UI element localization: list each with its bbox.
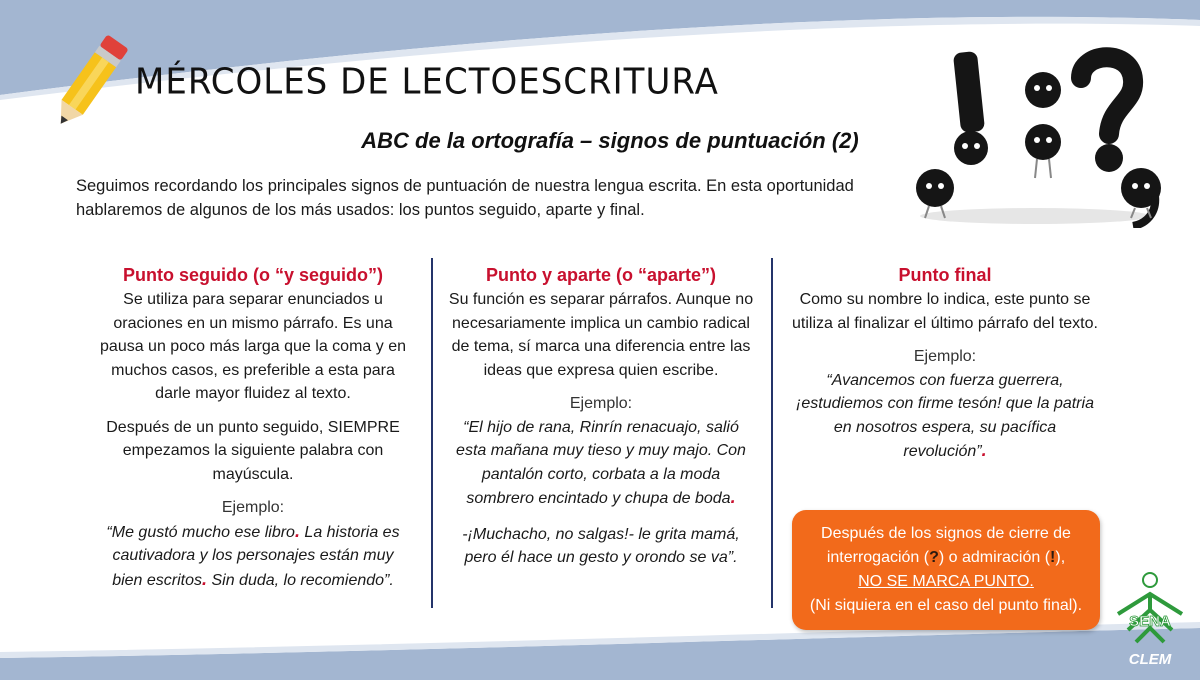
page-subtitle: ABC de la ortografía – signos de puntuación (2) xyxy=(361,128,859,153)
highlighted-period: . xyxy=(294,520,300,541)
column-divider xyxy=(771,258,773,608)
question-mark: ? xyxy=(929,549,939,566)
column-heading: Punto final xyxy=(898,265,992,285)
highlighted-period: . xyxy=(981,440,987,460)
svg-text:CLEM: CLEM xyxy=(1128,651,1172,668)
note-emphasis: NO SE MARCA PUNTO. xyxy=(858,573,1034,590)
column-paragraph: Su función es separar párrafos. Aunque no necesariamente implica un cambio radical de tema, sí marca una diferencia entre las ideas que expresa quien escribe. xyxy=(448,291,754,379)
column-heading: Punto y aparte (o “aparte”) xyxy=(485,265,717,285)
column-paragraph: Como su nombre lo indica, este punto se utiliza al finalizar el último párrafo del texto. xyxy=(792,291,1098,332)
page-title: MÉRCOLES DE LECTOESCRITURA xyxy=(135,61,719,103)
column-divider xyxy=(431,258,433,608)
column-paragraph: Se utiliza para separar enunciados u oraciones en un mismo párrafo. Es una pausa un poco más larga que la coma y en muchos casos, es preferible a esta para darle mayor fluidez al texto. xyxy=(100,291,406,402)
note-line: (Ni siquiera en el caso del punto final). xyxy=(809,597,1083,614)
intro-paragraph: Seguimos recordando los principales signos de puntuación de nuestra lengua escrita. En esta oportunidad hablaremos de algunos de los más usados: los puntos seguido, aparte y final. xyxy=(76,177,854,219)
highlighted-period: . xyxy=(730,487,736,507)
example-text: -¡Muchacho, no salgas!- le grita mamá, pero él hace un gesto y orondo se va”. xyxy=(462,525,740,566)
punctuation-mascots-illustration xyxy=(905,38,1165,228)
column-punto-final xyxy=(790,262,1100,476)
pencil-icon xyxy=(38,28,138,138)
note-box xyxy=(792,510,1100,630)
column-punto-aparte xyxy=(448,262,754,582)
example-label: Ejemplo: xyxy=(569,395,633,412)
example-label: Ejemplo: xyxy=(221,499,285,516)
column-punto-seguido xyxy=(98,262,408,604)
exclamation-mark: ! xyxy=(1050,549,1056,566)
example-text: “Avancemos con fuerza guerrera, ¡estudiemos con firme tesón! que la patria en nosotros espera, su pacífica revolución”. xyxy=(796,371,1094,460)
sena-logo xyxy=(1110,570,1190,670)
example-label: Ejemplo: xyxy=(913,348,977,365)
example-text: “Me gustó mucho ese libro. La historia es cautivadora y los personajes están muy bien escritos. Sin duda, lo recomiendo”. xyxy=(106,520,400,589)
note-line: interrogación (?) o admiración (!), xyxy=(826,549,1066,566)
example-text: “El hijo de rana, Rinrín renacuajo, salió esta mañana muy tieso y muy majo. Con pantalón corto, corbata a la moda sombrero encintado y chupa de boda. xyxy=(456,418,746,507)
column-paragraph: Después de un punto seguido, SIEMPRE empezamos la siguiente palabra con mayúscula. xyxy=(106,418,400,483)
highlighted-period: . xyxy=(202,568,208,589)
svg-text:SENA: SENA xyxy=(1129,613,1171,630)
note-line: Después de los signos de cierre de xyxy=(821,525,1071,542)
column-heading: Punto seguido (o “y seguido”) xyxy=(123,265,383,285)
